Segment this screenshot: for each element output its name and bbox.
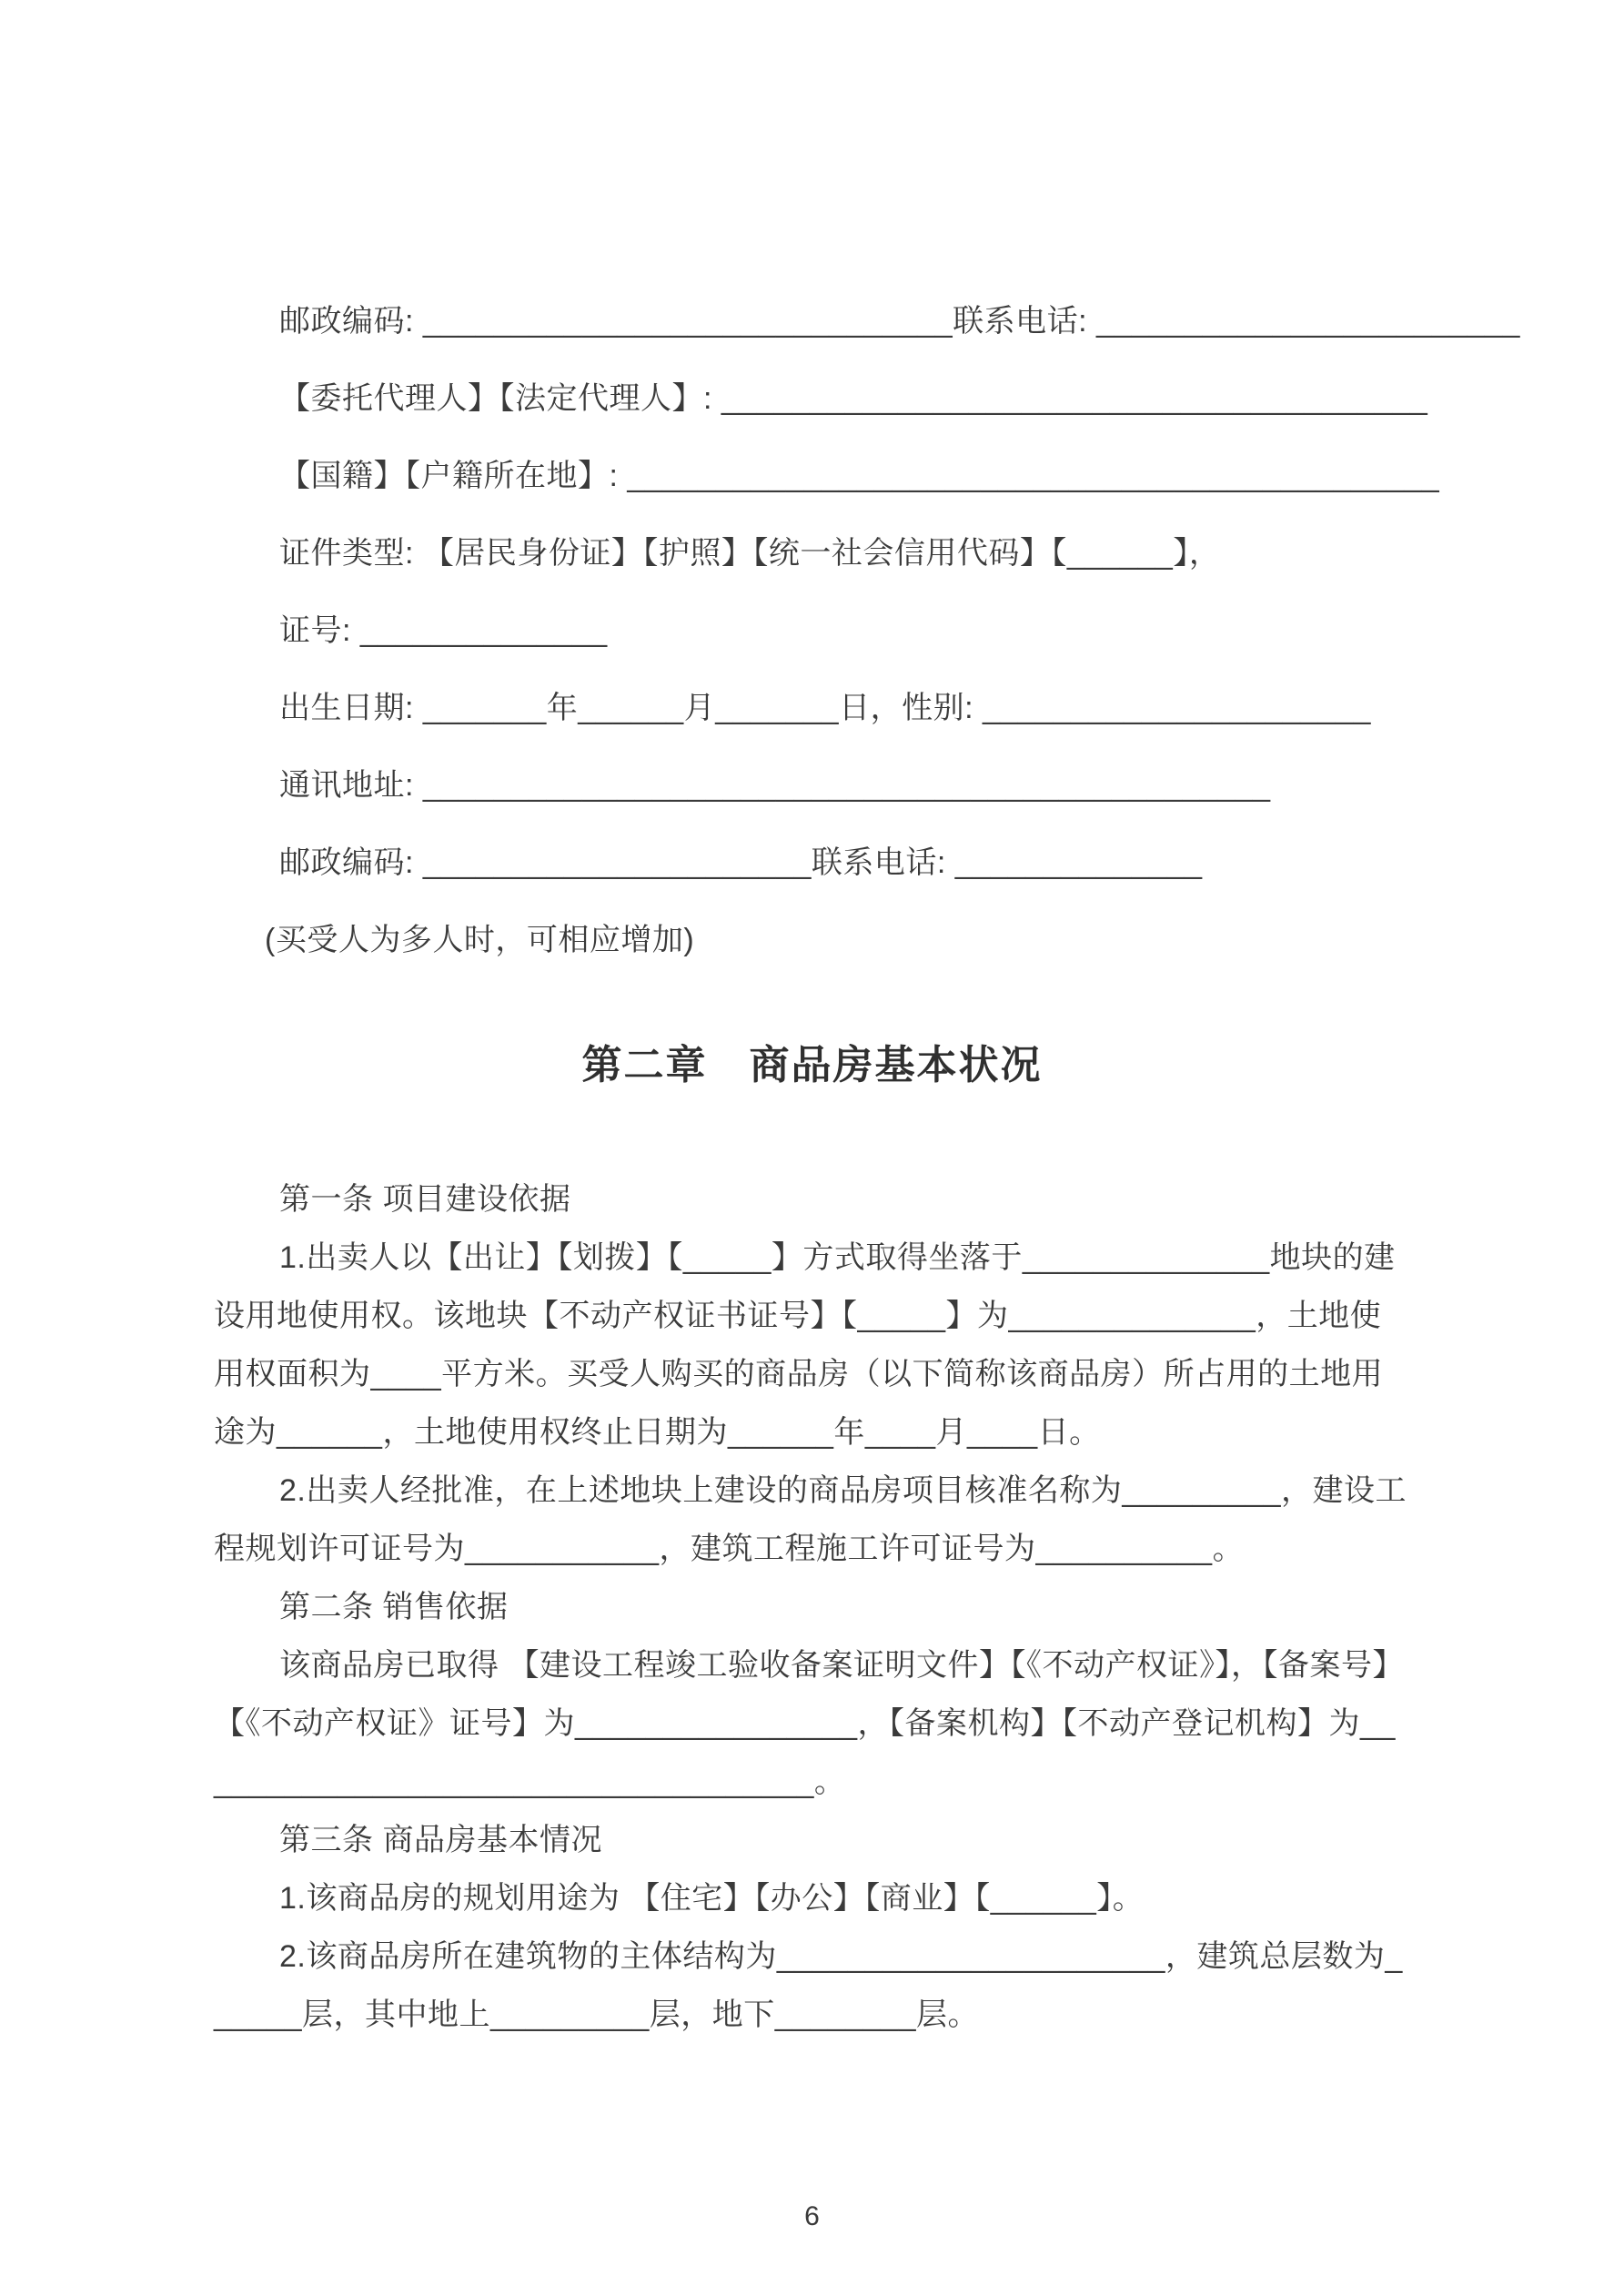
form-line-agent-representative: 【委托代理人】【法定代理人】: ________________________________________ [279, 381, 1428, 416]
form-line-mailing-address: 通讯地址: ________________________________________________ [279, 768, 1271, 803]
form-line-id-number: 证号: ______________ [279, 613, 608, 648]
form-line-id-type: 证件类型: 【居民身份证】【护照】【统一社会信用代码】【______】， [279, 536, 1221, 571]
form-line-multiple-buyers-note: (买受人为多人时，可相应增加) [265, 923, 695, 957]
section-heading-article-1: 第一条 项目建设依据 [279, 1182, 571, 1217]
page-number: 6 [804, 2201, 820, 2231]
section-heading-article-2: 第二条 销售依据 [279, 1590, 509, 1624]
form-line-postal-code-phone-2: 邮政编码: ______________________联系电话: ______________ [279, 845, 1203, 880]
article-2-paragraph-1: 该商品房已取得 【建设工程竣工验收备案证明文件】【《不动产权证》】，【备案号】【《不动产权证》证号】为________________，【备案机构】【不动产登记机构】为____________________________________。 [214, 1648, 1404, 1799]
chapter-heading: 第二章 商品房基本状况 [581, 1043, 1043, 1087]
article-3-paragraph-2: 2.该商品房所在建筑物的主体结构为______________________，建筑总层数为______层，其中地上_________层，地下________层。 [214, 1939, 1403, 2032]
form-line-birthdate-gender: 出生日期: _______年______月_______日，性别: ______________________ [279, 691, 1371, 725]
article-1-paragraph-1: 1.出卖人以【出让】【划拨】【_____】方式取得坐落于______________地块的建设用地使用权。该地块【不动产权证书证号】【_____】为______________，土地使用权面积为____平方米。买受人购买的商品房（以下简称该商品房）所占用的土地用途为______，土地使用权终止日期为______年____月____日。 [214, 1240, 1396, 1450]
section-heading-article-3: 第三条 商品房基本情况 [279, 1823, 602, 1857]
article-1-paragraph-2: 2.出卖人经批准，在上述地块上建设的商品房项目核准名称为_________，建设工程规划许可证号为___________，建筑工程施工许可证号为__________。 [214, 1473, 1407, 1566]
form-line-postal-code-phone: 邮政编码: ______________________________联系电话: ________________________ [279, 304, 1520, 339]
article-3-paragraph-1: 1.该商品房的规划用途为 【住宅】【办公】【商业】【______】。 [279, 1881, 1145, 1916]
form-line-nationality-residence: 【国籍】【户籍所在地】: ______________________________________________ [279, 459, 1440, 493]
